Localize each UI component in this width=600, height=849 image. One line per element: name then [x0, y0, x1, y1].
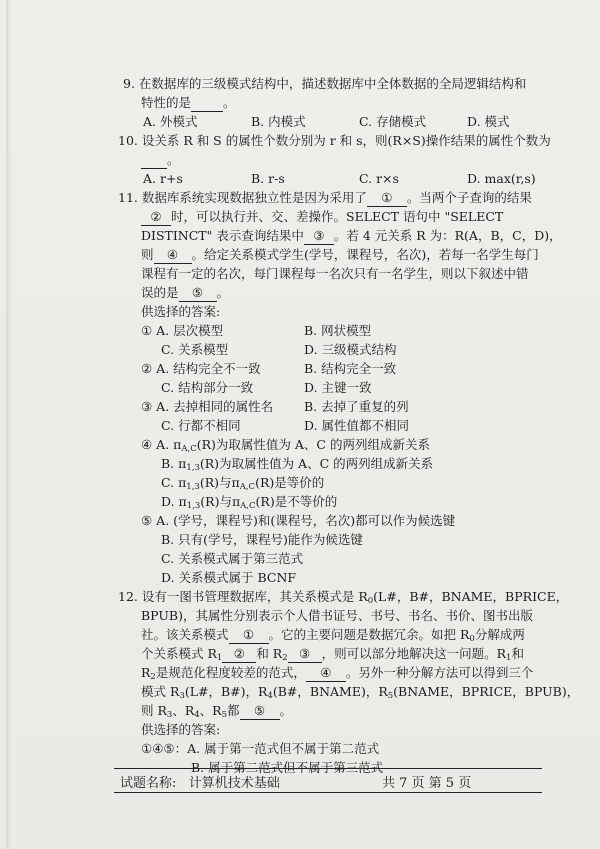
q11-g5-b[interactable]: B. 只有(学号，课程号)能作为候选键: [161, 532, 363, 547]
q9-option-b[interactable]: B. 内模式: [251, 114, 306, 129]
q11-g5-d[interactable]: D. 关系模式属于 BCNF: [161, 570, 297, 585]
q9-option-d[interactable]: D. 模式: [467, 114, 510, 129]
q11-blank-4[interactable]: ④: [154, 247, 192, 264]
q12-choices-label: 供选择的答案:: [141, 722, 221, 737]
q11-choices-label: 供选择的答案:: [141, 304, 221, 319]
q11-g4-b[interactable]: B. $\pi_{1,3}(R)$为取属性值为 A、C 的两列组成新关系: [161, 456, 434, 473]
q11-line4: 则 ④ 。给定关系模式学生(学号，课程号，名次)，若每一名学生每门: [141, 247, 539, 262]
q12-line4: 个关系模式 $R_1$ ② 和 $R_2$ ③ ，则可以部分地解决这一问题。$R_1$和: [141, 646, 524, 663]
footer-rule-top: [114, 768, 542, 769]
q11-g1-d[interactable]: D. 三级模式结构: [304, 342, 397, 357]
footer-rule-bottom: [114, 792, 542, 793]
q12-choice-a[interactable]: ①④⑤：A. 属于第一范式但不属于第二范式: [141, 741, 380, 756]
q11-blank-1[interactable]: ①: [367, 190, 407, 207]
q12-blank-4[interactable]: ④: [306, 665, 346, 682]
q12-line3: 社。该关系模式 ① 。它的主要问题是数据冗余。如把 $R_0$分解成两: [141, 627, 525, 644]
q11-g1-b[interactable]: B. 网状模型: [304, 323, 372, 338]
page-edge-shadow: [6, 0, 11, 849]
q11-g3-b[interactable]: B. 去掉了重复的列: [304, 399, 409, 414]
q10-option-a[interactable]: A. r+s: [143, 171, 183, 186]
q12-blank-5[interactable]: ⑤: [240, 703, 280, 720]
q12-blank-3[interactable]: ③: [288, 646, 322, 663]
q9-option-a[interactable]: A. 外模式: [143, 114, 198, 129]
q11-g2-d[interactable]: D. 主键一致: [304, 380, 372, 395]
q9-options: [143, 114, 575, 130]
q11-line6: 误的是 ⑤ 。: [141, 285, 230, 300]
q9-line1: 9. 在数据库的三级模式结构中，描述数据库中全体数据的全局逻辑结构和: [123, 76, 527, 91]
q11-g2-c[interactable]: C. 结构部分一致: [161, 380, 254, 395]
q12-blank-2[interactable]: ②: [222, 646, 256, 663]
q10-line1: 10. 设关系 R 和 S 的属性个数分别为 r 和 s，则(R×S)操作结果的属性个数为: [118, 133, 551, 148]
q11-g4-a[interactable]: ④ A. $\pi_{A,C}(R)$为取属性值为 A、C 的两列组成新关系: [141, 437, 430, 454]
q11-line3: DISTINCT" 表示查询结果中 ③ 。若 4 元关系 R 为：R(A，B，C，D)，: [141, 228, 562, 243]
q11-g3-a[interactable]: ③ A. 去掉相同的属性名: [141, 399, 274, 414]
q11-blank-5[interactable]: ⑤: [179, 285, 217, 302]
q11-g2-b[interactable]: B. 结构完全一致: [304, 361, 397, 376]
q12-choice-b[interactable]: B. 属于第二范式但不属于第三范式: [191, 760, 384, 775]
q11-line2: ② 时，可以执行并、交、差操作。SELECT 语句中 "SELECT: [141, 209, 503, 226]
q12-line7: 则 $R_3$、$R_4$、$R_5$都 ⑤ 。: [141, 703, 293, 720]
q12-blank-1[interactable]: ①: [229, 627, 269, 644]
q11-g3-d[interactable]: D. 属性值都不相同: [304, 418, 410, 433]
q10-option-b[interactable]: B. r-s: [251, 171, 285, 186]
q11-g5-a[interactable]: ⑤ A. (学号，课程号)和(课程号，名次)都可以作为候选键: [141, 513, 456, 528]
q9-line2: 特性的是 。: [141, 95, 236, 110]
q10-line2: 。: [141, 152, 180, 169]
q10-options: [143, 171, 575, 187]
q11-blank-3[interactable]: ③: [304, 228, 334, 245]
q11-g4-c[interactable]: C. $\pi_{1,3}(R)$与$\pi_{A,C}(R)$是等价的: [161, 475, 325, 492]
q10-option-c[interactable]: C. r×s: [359, 171, 399, 186]
q12-line5: $R_2$是规范化程度较差的范式， ④ 。另外一种分解方法可以得到三个: [141, 665, 534, 682]
q12-line6: 模式 $R_3(L\#$，B#)，$R_4(B\#$，BNAME)，$R_5(BNAME$，BPRICE，BPUB)，: [141, 684, 580, 701]
q10-blank[interactable]: [141, 152, 167, 169]
q11-g5-c[interactable]: C. 关系模式属于第三范式: [161, 551, 304, 566]
q11-g3-c[interactable]: C. 行都不相同: [161, 418, 241, 433]
q9-blank[interactable]: [191, 95, 223, 112]
q11-line5: 课程有一定的名次，每门课程每一名次只有一名学生，则以下叙述中错: [141, 266, 529, 281]
q12-line2: BPUB)，其属性分别表示个人借书证号、书号、书名、书价、图书出版: [141, 608, 533, 623]
q11-g1-c[interactable]: C. 关系模型: [161, 342, 229, 357]
q10-option-d[interactable]: D. max(r,s): [467, 171, 536, 186]
q12-line1: 12. 设有一图书管理数据库，其关系模式是 $R_0(L\#$，B#，BNAME，BPRICE，: [118, 589, 569, 606]
q11-blank-2[interactable]: ②: [141, 209, 171, 226]
q11-g1-a[interactable]: ① A. 层次模型: [141, 323, 224, 338]
footer-page-count: 共 7 页 第 5 页: [382, 776, 472, 791]
q11-g4-d[interactable]: D. $\pi_{1,3}(R)$与$\pi_{A,C}(R)$是不等价的: [161, 494, 338, 511]
q9-option-c[interactable]: C. 存储模式: [359, 114, 427, 129]
footer-title: 试题名称: 计算机技术基础: [120, 776, 280, 791]
q11-g2-a[interactable]: ② A. 结构完全不一致: [141, 361, 261, 376]
q11-line1: 11. 数据库系统实现数据独立性是因为采用了 ① 。当两个子查询的结果: [118, 190, 532, 205]
